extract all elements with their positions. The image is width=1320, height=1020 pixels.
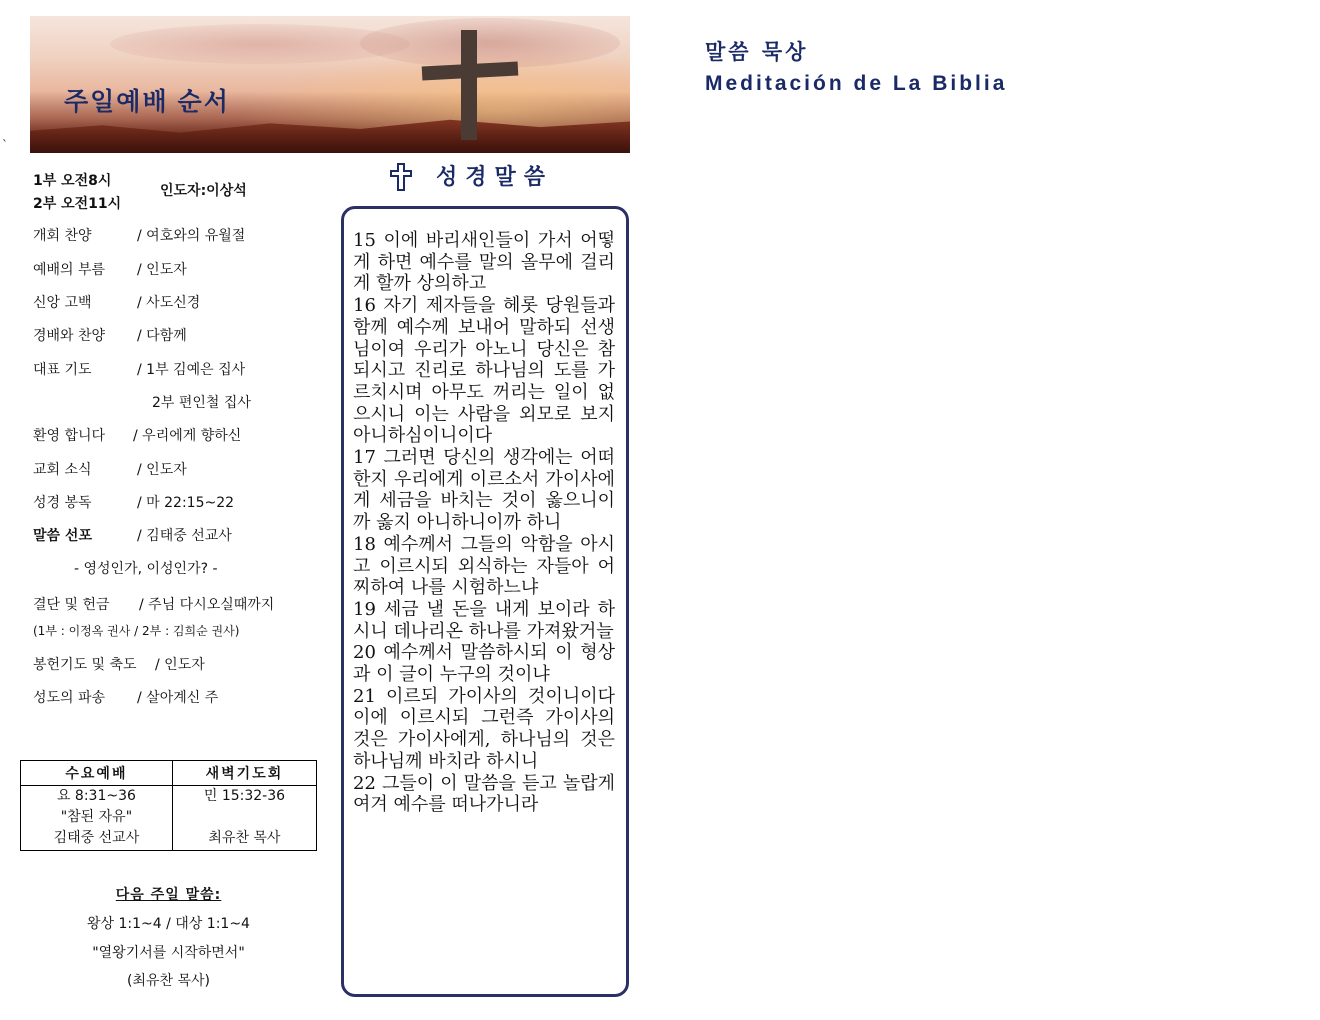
table-cell [172,786,316,851]
cell-line: "참된 자유" [60,809,133,825]
order-value: / 인도자 [155,657,205,673]
scripture-verse: 15 이에 바리새인들이 가서 어떻게 하면 예수를 말의 올무에 걸리게 할까 상의하고 [353,230,615,295]
order-value: / 1부 김예은 집사 [137,362,246,378]
order-item [33,425,241,445]
order-label: 경배와 찬양 [33,328,106,344]
order-value: / 인도자 [137,462,187,478]
order-item [33,325,187,345]
order-value: / 사도신경 [137,295,201,311]
scripture-verse: 19 세금 낼 돈을 내게 보이라 하시니 데나리온 하나를 가져왔거늘 [353,598,615,642]
order-item [33,594,274,614]
order-value: / 다함께 [137,328,187,344]
scripture-verse: 17 그러면 당신의 생각에는 어떠한지 우리에게 이르소서 가이사에게 세금을 바치는 것이 옳으니이까 옳지 아니하니이까 하니 [353,447,615,534]
order-item [33,654,205,674]
scripture-verse: 22 그들이 이 말씀을 듣고 놀랍게 여겨 예수를 떠나가니라 [353,772,615,816]
weekly-schedule-table [20,760,317,851]
offering-note: (1부 : 이정옥 권사 / 2부 : 김희순 권사) [33,624,240,638]
scripture-heading: 성경말씀 [436,165,554,190]
order-item-continued: 2부 편인철 집사 [152,395,251,411]
cross-icon [388,162,414,192]
order-value: / 인도자 [137,262,187,278]
cell-line: 요 8:31~36 [56,788,136,804]
order-label: 결단 및 헌금 [33,597,110,613]
table-cell [21,786,173,851]
scripture-verse: 20 예수께서 말씀하시되 이 형상과 이 글이 누구의 것이냐 [353,642,615,686]
order-label: 봉헌기도 및 축도 [33,657,137,673]
order-item [33,492,234,512]
cell-line: 민 15:32-36 [203,788,286,804]
order-value: / 김태중 선교사 [137,528,232,544]
order-value: / 살아계신 주 [137,690,219,706]
scripture-verse: 21 이르되 가이사의 것이니이다 이에 이르시되 그런즉 가이사의 것은 가이사에게, 하나님의 것은 하나님께 바치라 하시니 [353,685,615,772]
order-label: 교회 소식 [33,462,92,478]
order-item-sermon [33,525,232,545]
order-label: 말씀 선포 [33,528,92,544]
service-time: 1부 오전8시 [33,173,112,189]
banner-title: 주일예배 순서 [64,88,230,116]
order-value: / 여호와의 유월절 [137,228,246,244]
service-times [33,170,121,216]
order-label: 예배의 부름 [33,262,106,278]
order-label: 환영 합니다 [33,428,106,444]
order-item [33,292,200,312]
table-header: 수요예배 [21,761,173,786]
order-label: 성경 봉독 [33,495,92,511]
stray-mark: ` [2,138,8,152]
table-header: 새벽기도회 [172,761,316,786]
order-item [33,259,187,279]
service-time: 2부 오전11시 [33,196,122,212]
next-week-reference: 왕상 1:1~4 / 대상 1:1~4 [87,916,250,932]
header-banner [30,16,630,153]
order-label: 대표 기도 [33,362,92,378]
next-week-title: "열왕기서를 시작하면서" [92,945,245,961]
order-item [33,225,245,245]
banner-hills [30,116,630,153]
order-item [33,687,218,707]
next-week-preacher: (최유찬 목사) [127,973,210,989]
order-label: 신앙 고백 [33,295,92,311]
cell-line: 김태중 선교사 [53,830,140,846]
order-label: 성도의 파송 [33,690,106,706]
cell-line [173,807,316,828]
sermon-title: - 영성인가, 이성인가? - [74,561,218,577]
table-header-row [21,761,317,786]
scripture-text [353,230,615,816]
scripture-verse: 16 자기 제자들을 헤롯 당원들과 함께 예수께 보내어 말하되 선생님이여 우리가 아노니 당신은 참되시고 진리로 하나님의 도를 가르치시며 아무도 꺼리는 일이 없으시니 이는 사람을 외모로 보지 아니하심이니이다 [353,295,615,447]
order-value: / 마 22:15~22 [137,495,235,511]
cell-line: 최유찬 목사 [208,830,281,846]
scripture-verse: 18 예수께서 그들의 악함을 아시고 이르시되 외식하는 자들아 어찌하여 나를 시험하느냐 [353,533,615,599]
banner-cloud [360,18,620,68]
order-value: / 주님 다시오실때까지 [139,597,275,613]
order-label: 개회 찬양 [33,228,92,244]
meditation-heading-korean: 말씀 묵상 [705,40,809,64]
next-week-heading: 다음 주일 말씀: [115,887,222,903]
service-leader: 인도자:이상석 [160,183,247,199]
order-item [33,359,245,379]
cross-image-icon [461,30,477,140]
meditation-heading-spanish: Meditación de La Biblia [705,72,1008,95]
table-row [21,786,317,851]
order-value: / 우리에게 향하신 [133,428,242,444]
order-item [33,459,187,479]
